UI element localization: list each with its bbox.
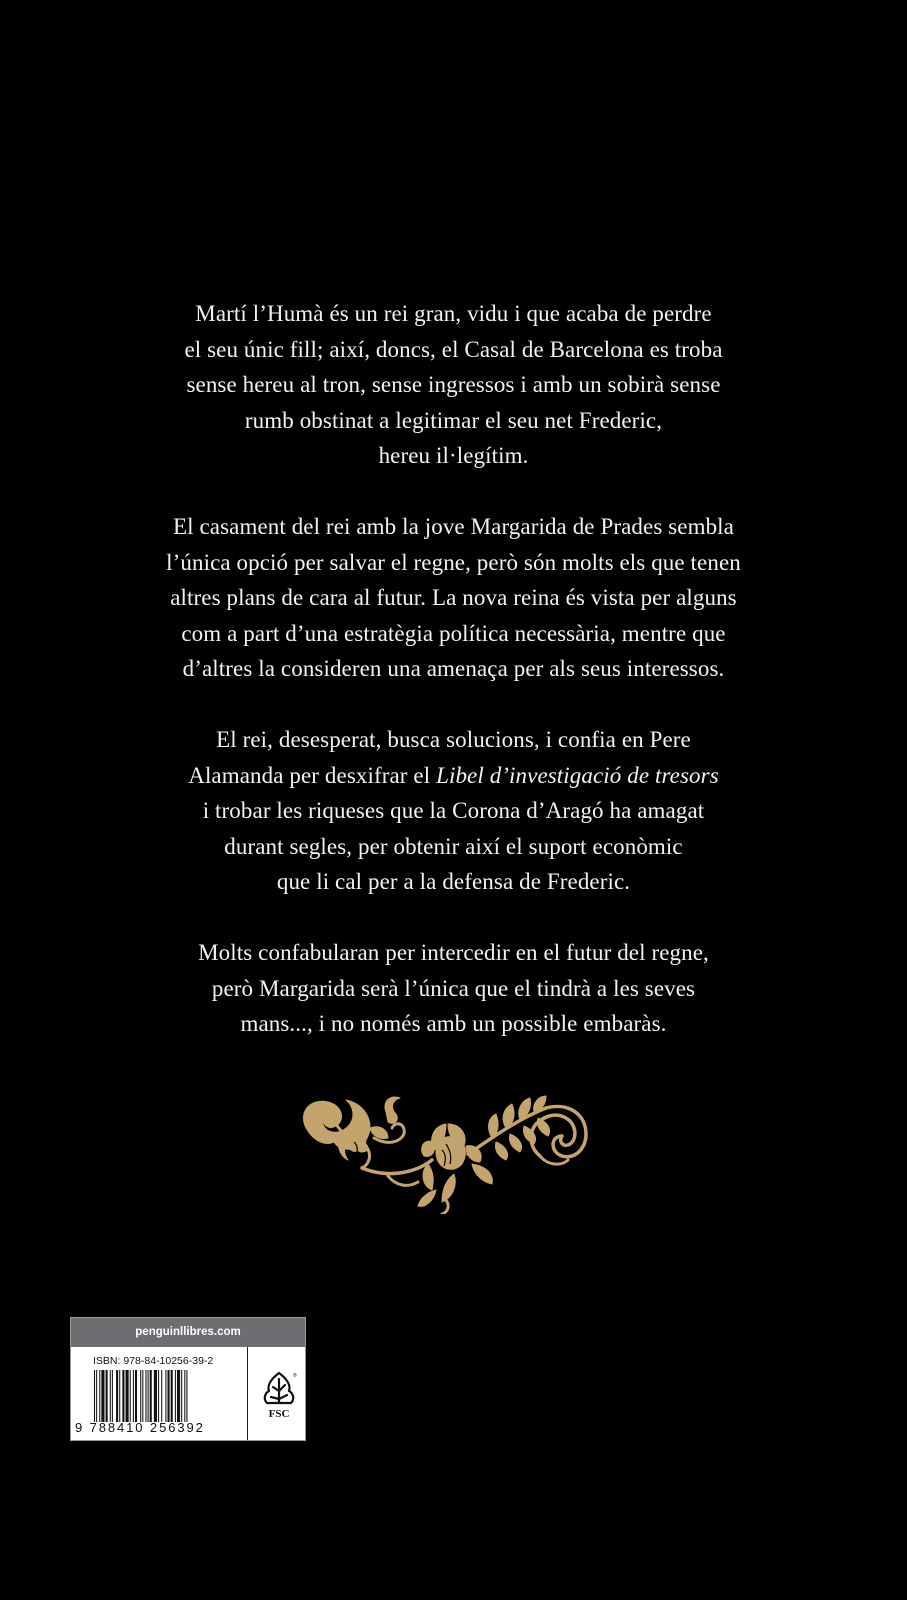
barcode-bar [161, 1370, 162, 1422]
blurb-line: durant segles, per obtenir així el suport econòmic [224, 833, 683, 859]
blurb-line: i trobar les riqueses que la Corona d’Aragó ha amagat [202, 798, 705, 823]
barcode-bar [126, 1370, 129, 1422]
back-cover-blurb [0, 296, 907, 1042]
blurb-line: que li cal per a la defensa de Frederic. [276, 869, 631, 894]
barcode-bar [171, 1370, 173, 1422]
barcode-bar [145, 1370, 146, 1422]
blurb-line: sense hereu al tron, sense ingressos i amb un sobirà sense [186, 372, 721, 397]
blurb-line-with-title [0, 758, 907, 794]
barcode-bar [135, 1370, 137, 1422]
barcode-bar [94, 1370, 95, 1422]
barcode-panel [70, 1317, 306, 1441]
barcode-bar [175, 1370, 176, 1422]
publisher-website: penguinllibres.com [71, 1318, 305, 1347]
barcode-bar [165, 1370, 166, 1422]
floral-ornament-icon [296, 1094, 592, 1214]
barcode-bar [168, 1370, 170, 1422]
barcode-bar [177, 1370, 180, 1422]
blurb-line: mans..., i no només amb un possible embaràs. [240, 1011, 667, 1036]
barcode-bar [116, 1370, 118, 1422]
barcode-bar [110, 1370, 111, 1422]
barcode-bar [148, 1370, 149, 1422]
barcode-bar [112, 1370, 113, 1422]
fsc-label: FSC [268, 1408, 290, 1420]
barcode-bar [186, 1370, 187, 1422]
blurb-line: rumb obstinat a legitimar el seu net Frederic, [244, 407, 663, 433]
barcode-bar [101, 1370, 104, 1422]
barcode-bar [133, 1370, 134, 1422]
blurb-line: altres plans de cara al futur. La nova reina és vista per alguns [170, 585, 737, 610]
blurb-line: Martí l’Humà és un rei gran, vidu i que acaba de perdre [195, 301, 712, 326]
blurb-line: el seu únic fill; així, doncs, el Casal de Barcelona es troba [184, 336, 723, 362]
barcode-bar [140, 1370, 141, 1422]
blurb-line-text: Alamanda per desxifrar el [188, 762, 437, 788]
blurb-line: Molts confabularan per intercedir en el futur del regne, [198, 940, 709, 965]
divider [247, 1347, 248, 1440]
blurb-paragraph-4 [0, 935, 907, 1042]
barcode-bar [106, 1370, 108, 1422]
barcode-bar [119, 1370, 120, 1422]
blurb-paragraph-3 [0, 722, 907, 900]
barcode-digits: 9 788410 256392 [75, 1420, 205, 1435]
barcode-bar [181, 1370, 182, 1422]
barcode-bar [130, 1370, 131, 1422]
blurb-line: d’altres la consideren una amenaça per als seus interessos. [182, 656, 725, 681]
barcode-bar [99, 1370, 100, 1422]
barcode-bar [142, 1370, 143, 1422]
barcode-bar [96, 1370, 97, 1422]
barcode-bar [122, 1370, 124, 1422]
isbn-number: ISBN: 978-84-10256-39-2 [93, 1355, 214, 1367]
blurb-line: com a part d’una estratègia política necessària, mentre que [181, 620, 726, 646]
blurb-line: El casament del rei amb la jove Margarida de Prades sembla [172, 514, 734, 539]
blurb-line: l’única opció per salvar el regne, però són molts els que tenen [166, 549, 741, 575]
svg-text:®: ® [293, 1373, 297, 1379]
blurb-paragraph-1 [0, 296, 907, 474]
barcode-bar [184, 1370, 185, 1422]
fsc-tree-icon [259, 1369, 299, 1421]
barcode-bar [154, 1370, 157, 1422]
blurb-paragraph-2 [0, 509, 907, 687]
blurb-line: hereu il·legítim. [378, 443, 529, 468]
blurb-line: però Margarida serà l’única que el tindrà a les seves [211, 975, 696, 1001]
barcode-bar [158, 1370, 159, 1422]
barcode-bar [150, 1370, 152, 1422]
blurb-line: El rei, desesperat, busca solucions, i confia en Pere [216, 727, 691, 752]
book-title-italic: Libel d’investigació de tresors [436, 762, 719, 788]
barcode-bars [94, 1370, 224, 1422]
barcode-body [71, 1347, 305, 1440]
